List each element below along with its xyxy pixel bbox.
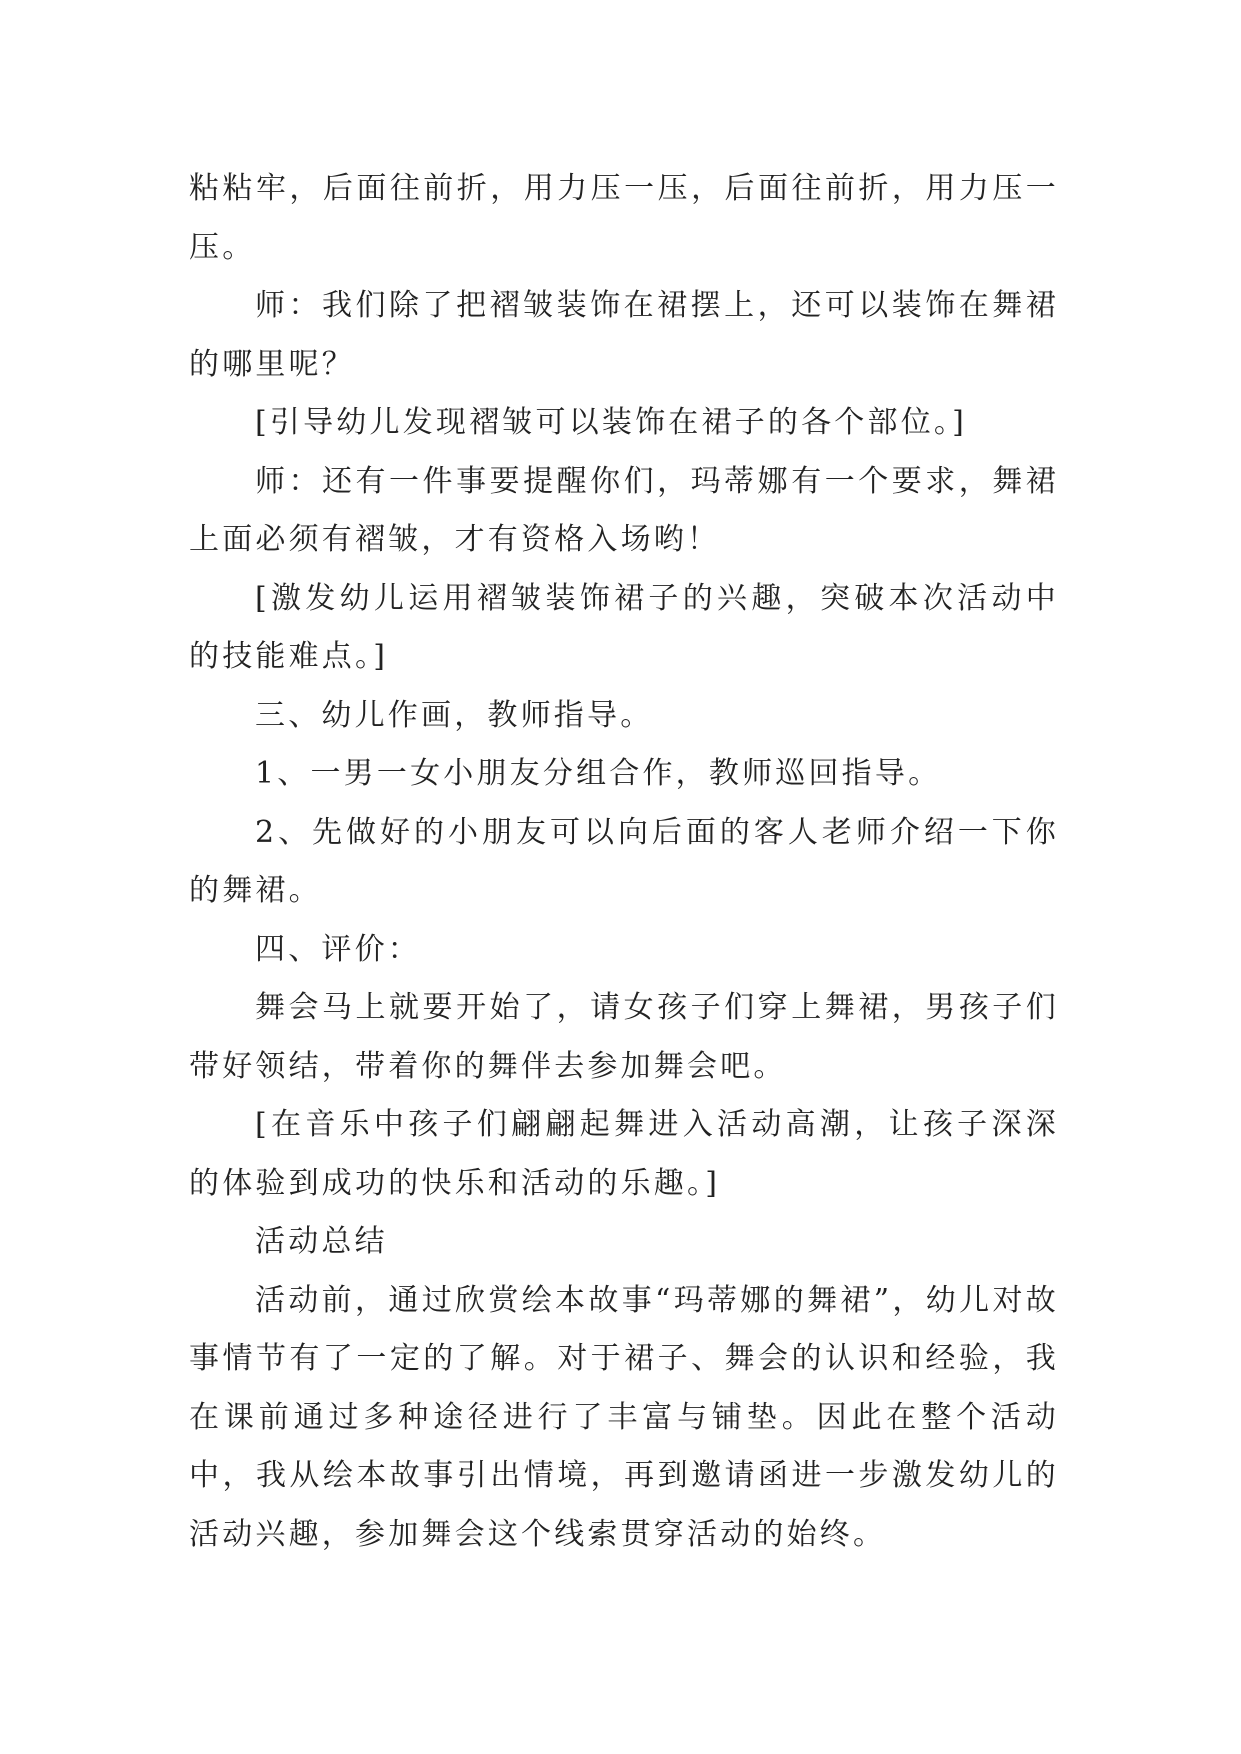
paragraph-continuation: 粘粘牢，后面往前折，用力压一压，后面往前折，用力压一压。: [189, 171, 1059, 265]
list-item-1: 1、一男一女小朋友分组合作，教师巡回指导。: [255, 756, 942, 791]
section-heading-evaluation: 四、评价：: [255, 931, 421, 967]
paragraph-guidance-note: [引导幼儿发现褶皱可以装饰在裙子的各个部位。]: [255, 405, 968, 440]
paragraph-teacher-reminder: 师：还有一件事要提醒你们，玛蒂娜有一个要求，舞裙上面必须有褶皱，才有资格入场哟！: [189, 463, 1059, 557]
section-heading-summary: 活动总结: [255, 1224, 388, 1259]
paragraph-interest-note: [激发幼儿运用褶皱装饰裙子的兴趣，突破本次活动中的技能难点。]: [189, 580, 1059, 674]
paragraph-climax-note: [在音乐中孩子们翩翩起舞进入活动高潮，让孩子深深的体验到成功的快乐和活动的乐趣。]: [189, 1107, 1059, 1201]
section-heading-drawing: 三、幼儿作画，教师指导。: [255, 697, 654, 733]
paragraph-summary: 活动前，通过欣赏绘本故事“玛蒂娜的舞裙”，幼儿对故事情节有了一定的了解。对于裙子、舞会的认识和经验，我在课前通过多种途径进行了丰富与铺垫。因此在整个活动中，我从绘本故事引出情境，再到邀请函进一步激发幼儿的活动兴趣，参加舞会这个线索贯穿活动的始终。: [189, 1282, 1059, 1552]
paragraph-dance-start: 舞会马上就要开始了，请女孩子们穿上舞裙，男孩子们带好领结，带着你的舞伴去参加舞会吧。: [189, 990, 1059, 1084]
list-item-2: 2、先做好的小朋友可以向后面的客人老师介绍一下你的舞裙。: [189, 814, 1059, 908]
paragraph-teacher-question: 师：我们除了把褶皱装饰在裙摆上，还可以装饰在舞裙的哪里呢？: [189, 288, 1059, 382]
document-body: [189, 160, 1059, 1564]
